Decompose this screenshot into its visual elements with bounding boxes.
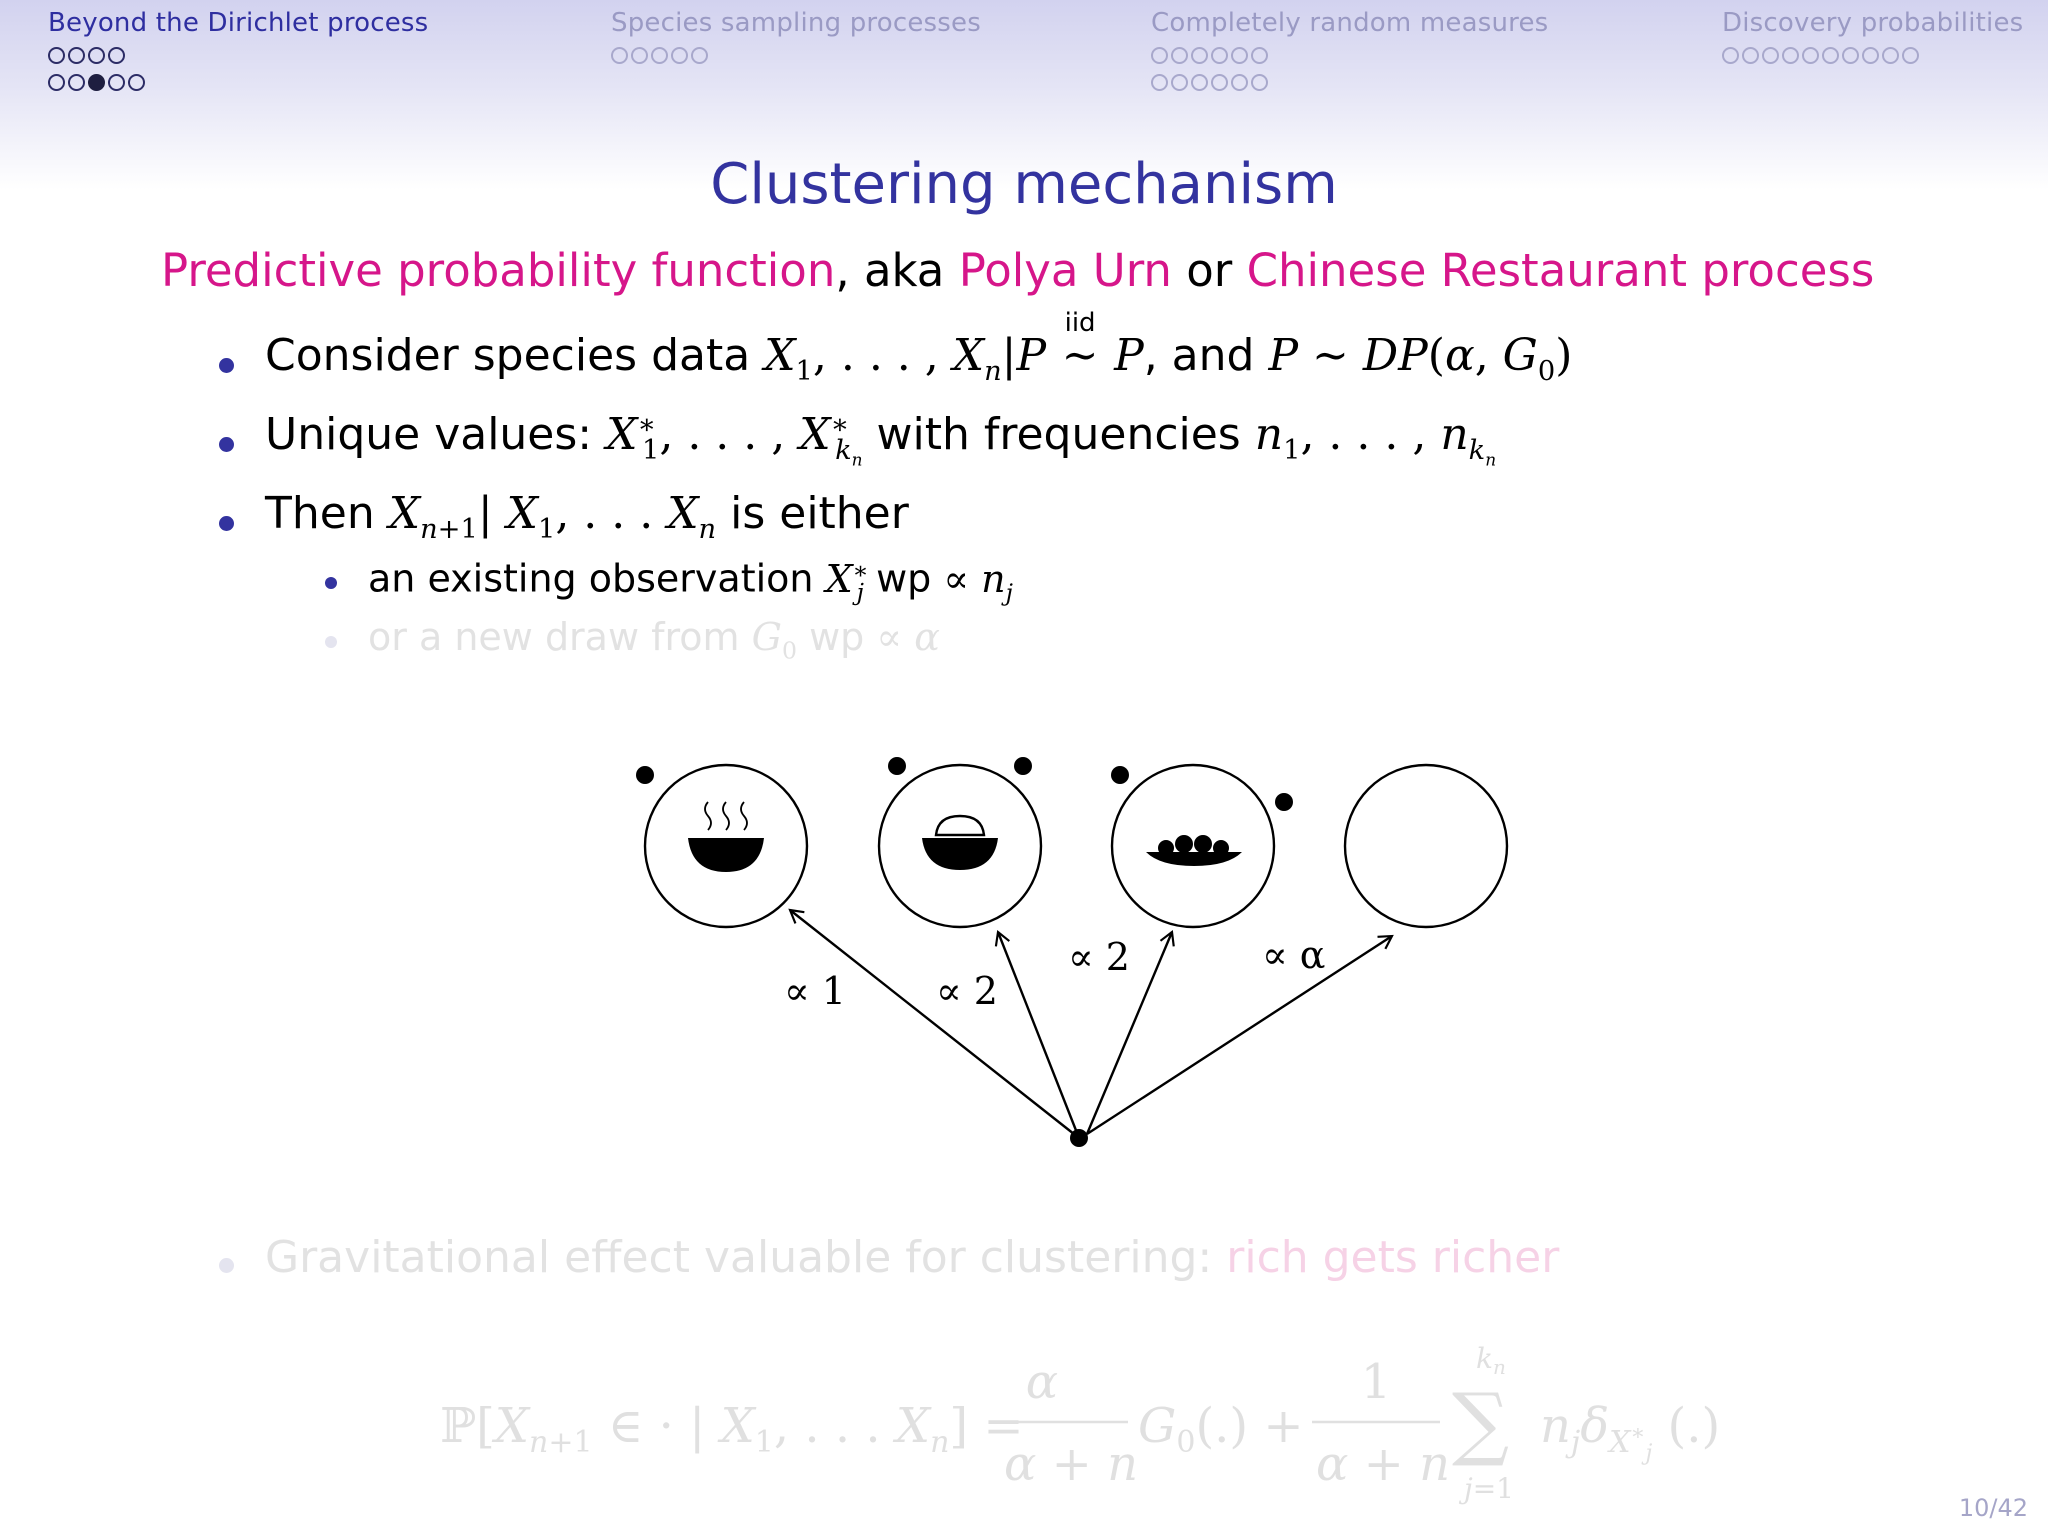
term-predictive-probability: Predictive probability function (161, 244, 836, 297)
nav-section-crm[interactable] (1151, 8, 1548, 93)
svg-text:njδX∗j (.): $n_j\delta_X^∗_j$ (.) (1540, 1398, 1720, 1466)
sub-bullet-existing (368, 556, 1013, 606)
math-expression: ∝ α (876, 615, 940, 659)
bullet-text: or a new draw from (368, 615, 740, 659)
nav-dot[interactable] (1842, 47, 1859, 64)
nav-dot[interactable] (1762, 47, 1779, 64)
nav-dot[interactable] (68, 74, 85, 91)
nav-dot[interactable] (1211, 74, 1228, 91)
svg-text:α: α (1025, 1354, 1059, 1410)
nav-dot[interactable] (1231, 47, 1248, 64)
nav-section-species-sampling[interactable] (611, 8, 981, 66)
nav-dot[interactable] (1191, 47, 1208, 64)
lead-sep: , aka (835, 244, 959, 297)
bullet-text: Unique values: (265, 409, 593, 460)
nav-dot[interactable] (1862, 47, 1879, 64)
sub-bullet-marker (325, 636, 337, 648)
predictive-formula (440, 1340, 1720, 1510)
nav-dot[interactable] (1742, 47, 1759, 64)
nav-dot[interactable] (1882, 47, 1899, 64)
nav-section-title[interactable]: Discovery probabilities (1722, 8, 2024, 38)
nav-dot[interactable] (48, 47, 65, 64)
nav-dot[interactable] (1822, 47, 1839, 64)
bullet-text: is either (730, 488, 909, 539)
math-expression: $X_1$, . . . , $X_n|P$ (764, 330, 1047, 387)
nav-dot[interactable] (1782, 47, 1799, 64)
bullet-marker (219, 437, 234, 452)
arrow-label: ∝ 2 (936, 969, 998, 1013)
nav-dot[interactable] (128, 74, 145, 91)
bullet-text: an existing observation (368, 556, 814, 601)
arrow-to-table-4 (1087, 936, 1392, 1134)
nav-dot[interactable] (1151, 47, 1168, 64)
nav-dot[interactable] (1211, 47, 1228, 64)
chinese-restaurant-diagram (560, 740, 1540, 1170)
arrow-label: ∝ α (1262, 933, 1326, 977)
math-expression: $X^∗_1$, . . . , $X^∗_{k_n}$ (606, 409, 863, 470)
nav-dot[interactable] (651, 47, 668, 64)
lead-line (161, 244, 1874, 297)
svg-text:ℙ[Xn+1 ∈ · | X1, . . . Xn] =: $ℙ[X_n+1$ ∈ · | $X_1$, . . . $X_n$] = (440, 1398, 1024, 1460)
arrow-label: ∝ 1 (784, 969, 846, 1013)
math-expression: P ∼ DP(α, $G_0$) (1268, 330, 1573, 387)
nav-dot[interactable] (108, 47, 125, 64)
iid-label: iid (1064, 308, 1096, 338)
iid-tilde: iid ∼ (1061, 308, 1099, 381)
svg-text:j=1: j=1 (1464, 1472, 1514, 1505)
nav-dot[interactable] (1231, 74, 1248, 91)
nav-section-beyond-dp[interactable] (48, 8, 428, 93)
math-expression: $X_{n+1}|$ $X_1$, . . . $X_n$ (388, 488, 717, 545)
nav-subsection-dots (48, 71, 428, 93)
nav-dot[interactable] (1151, 74, 1168, 91)
bullet-unique-values (265, 409, 1496, 469)
nav-dot[interactable] (1902, 47, 1919, 64)
bullet-text: with frequencies (876, 409, 1241, 460)
bullet-text: Gravitational effect valuable for clustering: (265, 1232, 1213, 1283)
nav-dot[interactable] (68, 47, 85, 64)
nav-dot[interactable] (611, 47, 628, 64)
nav-dot[interactable] (1251, 47, 1268, 64)
nav-dot[interactable] (88, 47, 105, 64)
bullet-text: wp (809, 615, 865, 659)
nav-dot[interactable] (1251, 74, 1268, 91)
covered-bowl-icon (922, 816, 998, 870)
bullet-text: Then (265, 488, 375, 539)
page-number: 10/42 (1958, 1494, 2028, 1522)
nav-dot[interactable] (1722, 47, 1739, 64)
bullet-text: Consider species data (265, 330, 751, 381)
svg-text:kn: $k_n$ (1476, 1342, 1506, 1379)
nav-section-title[interactable]: Completely random measures (1151, 8, 1549, 38)
nav-subsection-dots (1722, 44, 2023, 66)
dumpling-plate-icon (1146, 835, 1242, 866)
bullet-marker (219, 1258, 234, 1273)
arrow-to-table-1 (790, 910, 1079, 1138)
nav-dot[interactable] (48, 74, 65, 91)
nav-dot[interactable] (1171, 74, 1188, 91)
nav-dot[interactable] (1802, 47, 1819, 64)
bullet-gravitational (265, 1232, 1559, 1283)
nav-dot[interactable] (631, 47, 648, 64)
steaming-bowl-icon (688, 802, 764, 872)
math-expression: P (1114, 330, 1144, 381)
bullet-marker (219, 358, 234, 373)
customer-dot (1014, 757, 1032, 775)
bullet-marker (219, 516, 234, 531)
svg-text:α + n: α + n (1004, 1436, 1139, 1492)
svg-text:α + n: α + n (1316, 1436, 1451, 1492)
math-expression: $n_1$, . . . , $n_{k_n}$ (1254, 409, 1497, 470)
bullet-text: , and (1143, 330, 1255, 381)
nav-subsection-dots (48, 44, 428, 66)
customer-dot (1111, 766, 1129, 784)
customer-dot (636, 766, 654, 784)
math-expression: $X^∗_j$ (825, 556, 869, 607)
nav-dot[interactable] (691, 47, 708, 64)
svg-text:G0(.) +: $G_0(.)$ + (1138, 1398, 1304, 1460)
svg-text:∑: ∑ (1452, 1376, 1510, 1469)
table-4-empty (1345, 765, 1507, 927)
sub-bullet-marker (325, 577, 337, 589)
customer-dot (888, 757, 906, 775)
table-3 (1112, 765, 1274, 927)
nav-dot-current[interactable] (88, 74, 105, 91)
math-expression: ∝ $n_j$ (943, 556, 1013, 607)
nav-subsection-dots (611, 44, 981, 66)
term-chinese-restaurant: Chinese Restaurant process (1246, 244, 1875, 297)
arrow-label: ∝ 2 (1068, 935, 1130, 979)
term-polya-urn: Polya Urn (958, 244, 1172, 297)
nav-dot[interactable] (108, 74, 125, 91)
math-expression: $G_0$ (751, 615, 797, 665)
bullet-species-data (265, 308, 1573, 387)
nav-section-discovery[interactable] (1722, 8, 2023, 66)
nav-dot[interactable] (1191, 74, 1208, 91)
bullet-text: wp (876, 556, 932, 601)
slide-title: Clustering mechanism (710, 152, 1338, 217)
term-rich-gets-richer: rich gets richer (1226, 1232, 1560, 1283)
nav-section-title[interactable]: Beyond the Dirichlet process (48, 8, 429, 38)
bullet-then (265, 488, 909, 545)
customer-dot (1275, 793, 1293, 811)
nav-subsection-dots (1151, 44, 1548, 66)
lead-sep: or (1171, 244, 1247, 297)
nav-section-title[interactable]: Species sampling processes (611, 8, 981, 38)
nav-subsection-dots (1151, 71, 1548, 93)
nav-dot[interactable] (1171, 47, 1188, 64)
sub-bullet-new-draw (368, 615, 940, 665)
nav-dot[interactable] (671, 47, 688, 64)
svg-text:1: 1 (1360, 1354, 1392, 1410)
